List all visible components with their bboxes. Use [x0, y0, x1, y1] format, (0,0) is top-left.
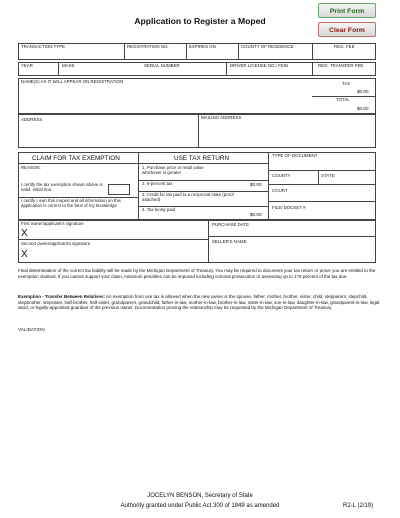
form-number: R2-L (2/19) — [343, 503, 374, 509]
mailing-address-field[interactable]: MAILING ADDRESS — [201, 115, 242, 120]
exemption-paragraph — [18, 294, 380, 311]
tax-label: TAX — [342, 81, 351, 86]
use-tax-item-3[interactable]: 3. Credit for tax paid to a reciprocal state (proof attached) — [142, 192, 234, 202]
total-value[interactable]: $0.00 — [357, 106, 369, 111]
use-tax-item-4[interactable]: 4. Tax being paid — [142, 207, 176, 212]
tax-value[interactable]: $0.00 — [357, 89, 369, 94]
exemption-text: An exemption from use tax is allowed when the new owner is the spouse, father, mother, brother, sister, child, stepparent, stepchild, stepbrother, stepsister, half-brother, half-sister, grandparent, grandchild, father-in-law, mother-in-law, brother-in-law, sister-in-law, son-in-law, daughter-in-law, grandparent-in-law, legal ward, or legally-appointed guardian of the previous owner. Documentation proving the relationship may be requested by the Michigan Department of Treasury. — [18, 294, 380, 311]
second-signature-label: Second owner/applicant's signature — [21, 241, 91, 246]
court-field[interactable]: COURT — [272, 188, 288, 193]
file-docket-field[interactable]: FILE/ DOCKET # — [272, 205, 306, 210]
reason-field[interactable]: REASON: — [21, 165, 41, 170]
print-form-button[interactable]: Print Form — [318, 3, 376, 18]
serial-number-field[interactable]: SERIAL NUMBER — [144, 63, 180, 68]
use-tax-item-2-value[interactable]: $0.00 — [250, 182, 262, 187]
certify-exempt-text: I certify the tax exemption shown above is valid. Initial box: — [21, 182, 103, 192]
state-field[interactable]: STATE — [321, 173, 335, 178]
certify-owned-text: I certify I own this moped and all information on this application is correct to the best of my knowledge — [21, 198, 121, 208]
second-signature-field[interactable]: X — [21, 249, 28, 260]
authority-text: Authority granted under Public Act 300 of 1949 as amended — [120, 503, 280, 509]
initial-box[interactable] — [108, 184, 130, 195]
make-field[interactable]: MAKE — [62, 63, 75, 68]
driver-license-field[interactable]: DRIVER LICENSE NO./ FEIN — [230, 63, 289, 68]
names-field[interactable]: NAME(S) AS IT WILL APPEAR ON REGISTRATION — [21, 79, 124, 84]
transaction-type-field[interactable]: TRANSACTION TYPE — [21, 44, 66, 49]
clear-form-button[interactable]: Clear Form — [318, 22, 376, 37]
address-box — [18, 114, 376, 148]
address-field[interactable]: ADDRESS — [21, 117, 43, 122]
determination-text: Final determination of the correct tax liability will be made by the Michigan Department of Treasury. You may be required to document your tax return or prove you are entitled to the exemption claimed. If you cannot support your claim, minimum penalties can be imposed including criminal prosecution or assessing up to 175 percent of the tax due. — [18, 268, 376, 279]
reg-fee-field[interactable]: REG. FEE — [334, 44, 355, 49]
validation-label: VALIDATION — [18, 327, 45, 332]
use-tax-header: USE TAX RETURN — [174, 155, 230, 162]
reg-transfer-fee-field[interactable]: REG. TRANSFER FEE — [318, 63, 364, 68]
secretary-name: JOCELYN BENSON, Secretary of State — [147, 493, 253, 499]
first-signature-label: First owner/applicant's signature — [21, 221, 84, 226]
total-label: TOTAL — [336, 97, 350, 102]
year-field[interactable]: YEAR — [21, 63, 33, 68]
county-of-residence-field[interactable]: COUNTY OF RESIDENCE — [241, 44, 294, 49]
purchase-date-field[interactable]: PURCHASE DATE — [212, 222, 250, 227]
form-title: Application to Register a Moped — [134, 16, 266, 26]
exemption-title: Exemption - Transfer Between Relatives: — [18, 294, 106, 299]
type-of-document-field[interactable]: TYPE OF DOCUMENT — [272, 153, 318, 158]
registration-no-field[interactable]: REGISTRATION NO. — [127, 44, 169, 49]
use-tax-item-4-value[interactable]: $0.00 — [250, 212, 262, 217]
sellers-name-field[interactable]: SELLER'S NAME — [212, 239, 247, 244]
claim-header: CLAIM FOR TAX EXEMPTION — [32, 155, 120, 162]
use-tax-item-1[interactable]: 1. Purchase price or retail value whichever is greater — [142, 165, 204, 175]
use-tax-item-2[interactable]: 2. 6-percent tax — [142, 181, 173, 186]
expires-on-field[interactable]: EXPIRES ON — [189, 44, 216, 49]
first-signature-field[interactable]: X — [21, 228, 28, 239]
county-field[interactable]: COUNTY — [272, 173, 291, 178]
